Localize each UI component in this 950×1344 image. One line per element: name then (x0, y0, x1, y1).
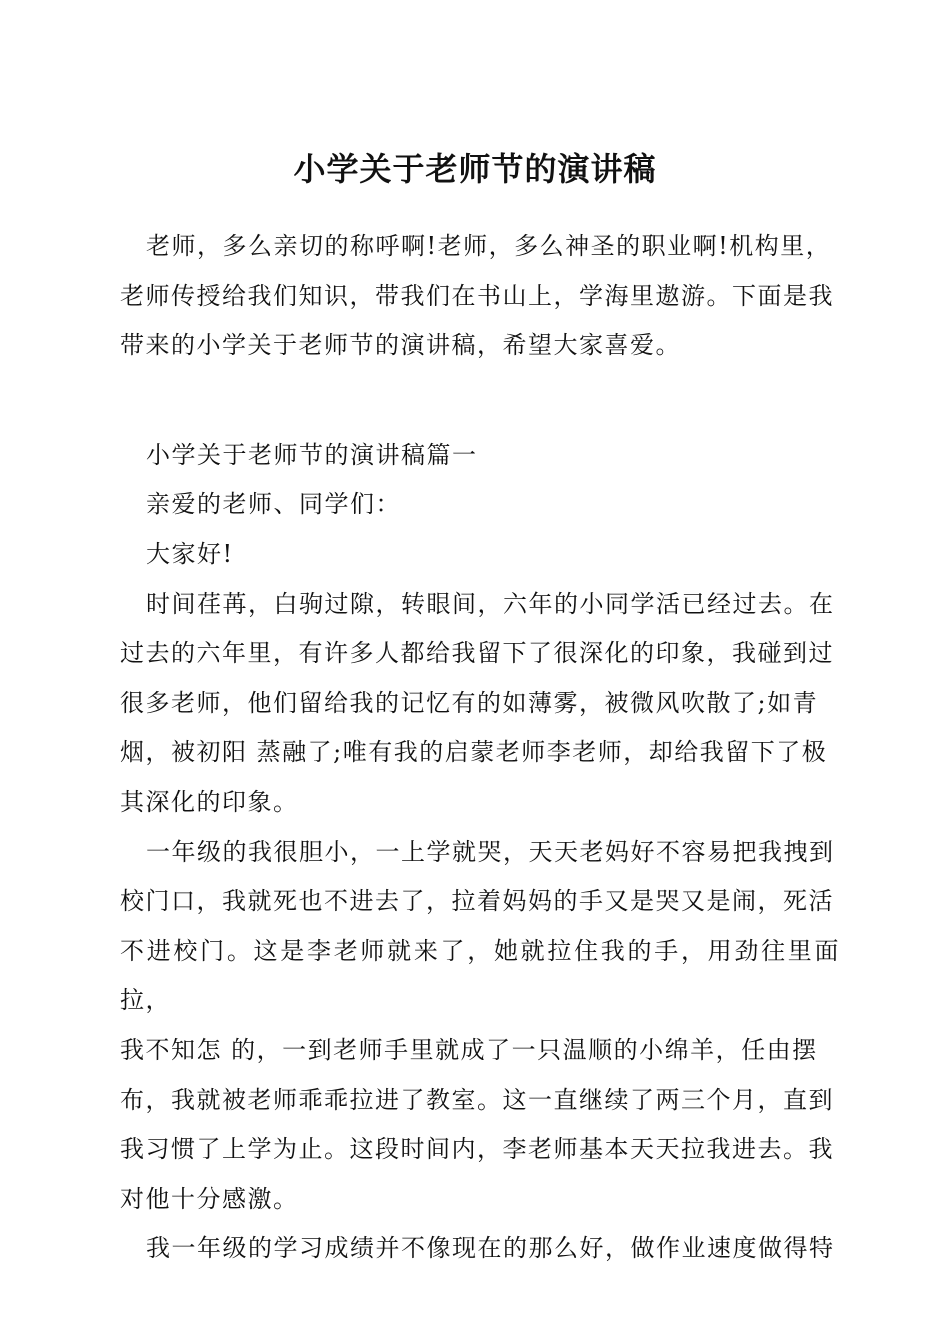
text-line: 老师，多么亲切的称呼啊!老师，多么神圣的职业啊!机构里， (146, 232, 832, 260)
text-line: 过去的六年里，有许多人都给我留下了很深化的印象，我碰到过 (120, 639, 834, 668)
paragraph-gap (120, 371, 840, 431)
text-line: 时间荏苒，白驹过隙，转眼间，六年的小同学活已经过去。在 (146, 589, 835, 618)
document-body (120, 222, 840, 1274)
salutation: 亲爱的老师、同学们： (146, 490, 401, 519)
section-heading: 小学关于老师节的演讲稿篇一 (146, 440, 478, 469)
body-paragraph-1 (120, 580, 840, 828)
text-line: 我不知怎 的，一到老师手里就成了一只温顺的小绵羊，任由摆 (120, 1035, 818, 1064)
text-line: 一年级的我很胆小，一上学就哭，天天老妈好不容易把我拽到 (146, 837, 835, 866)
text-line: 校门口，我就死也不进去了，拉着妈妈的手又是哭又是闹，死活 (120, 887, 834, 916)
text-line: 老师传授给我们知识，带我们在书山上，学海里遨游。下面是我 (120, 281, 834, 310)
text-line: 不进校门。这是李老师就来了，她就拉住我的手，用劲往里面拉， (120, 936, 840, 1015)
text-line: 很多老师，他们留给我的记忆有的如薄雾，被微风吹散了;如青 (120, 688, 819, 717)
body-paragraph-2 (120, 828, 840, 1225)
text-line: 烟，被初阳 蒸融了;唯有我的启蒙老师李老师，却给我留下了极 (120, 738, 828, 767)
text-line: 对他十分感激。 (120, 1184, 299, 1213)
document-title: 小学关于老师节的演讲稿 (293, 150, 657, 188)
text-line: 带来的小学关于老师节的演讲稿，希望大家喜爱。 (120, 331, 681, 360)
greeting: 大家好! (146, 539, 234, 568)
body-paragraph-3 (120, 1224, 840, 1274)
text-line: 其深化的印象。 (120, 787, 299, 816)
text-line: 我习惯了上学为止。这段时间内，李老师基本天天拉我进去。我 (120, 1135, 834, 1164)
text-line: 我一年级的学习成绩并不像现在的那么好，做作业速度做得特 (146, 1234, 835, 1263)
intro-paragraph (120, 222, 840, 371)
text-line: 布，我就被老师乖乖拉进了教室。这一直继续了两三个月，直到 (120, 1085, 834, 1114)
